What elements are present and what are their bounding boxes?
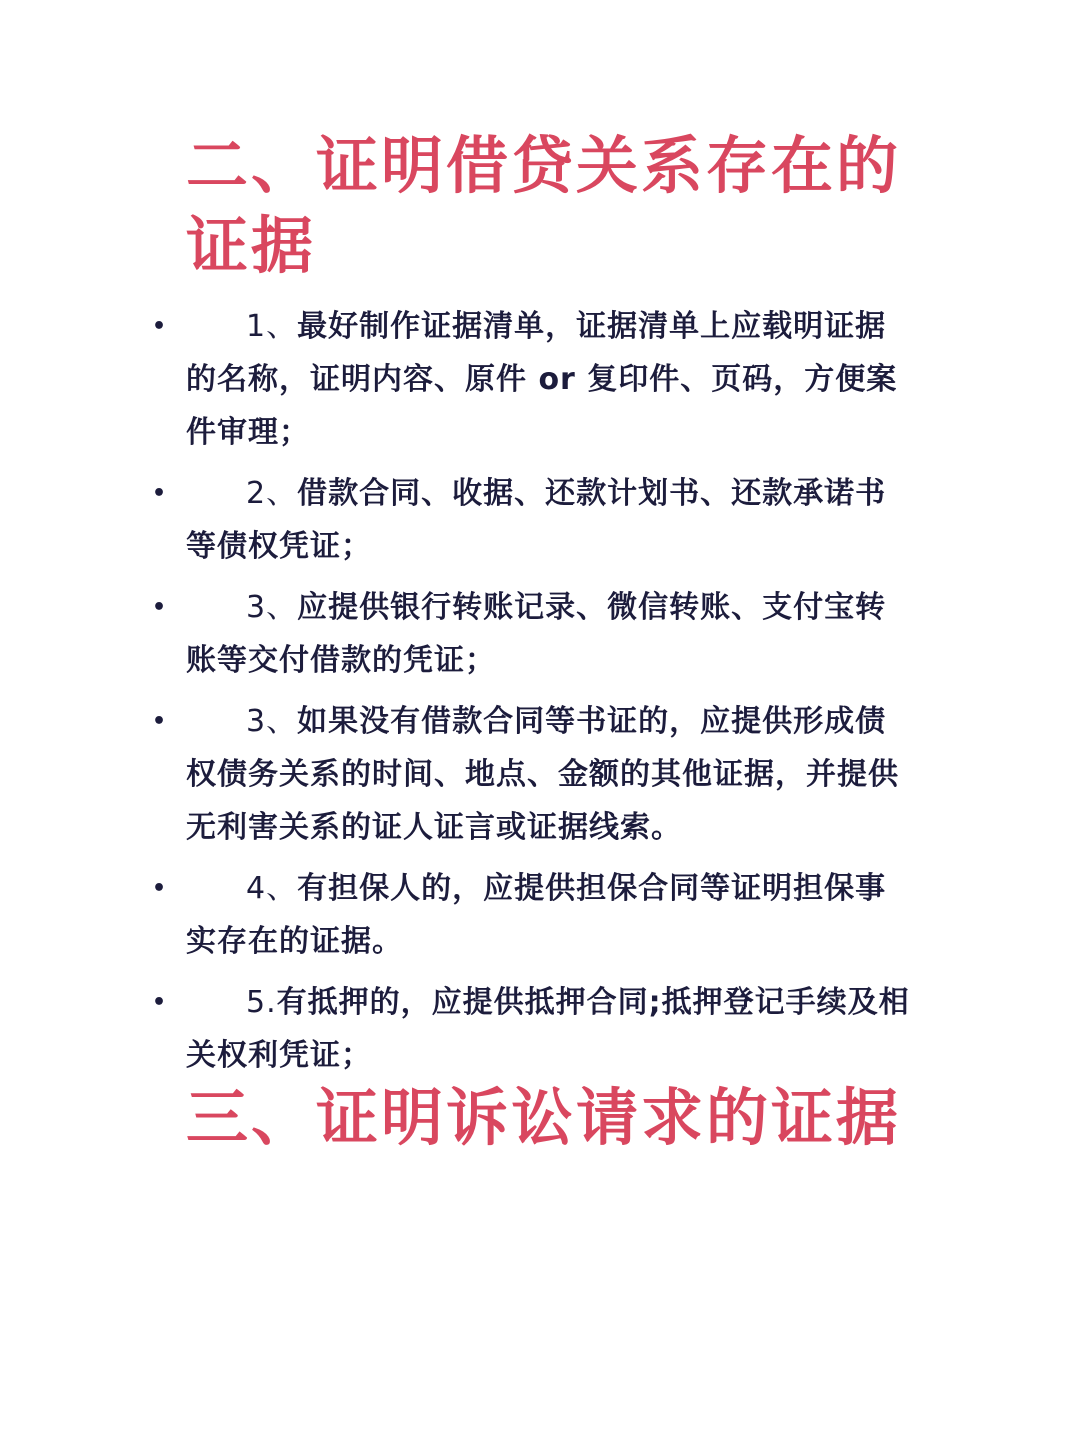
- bullet-icon: •: [152, 314, 168, 339]
- bullet-icon: •: [152, 481, 168, 506]
- list-item: [150, 862, 910, 968]
- evidence-list: [150, 300, 910, 1090]
- list-item: [150, 976, 910, 1082]
- item-text: 如果没有借款合同等书证的，应提供形成债权债务关系的时间、地点、金额的其他证据，并提供无利害关系的证人证言或证据线索。: [186, 704, 899, 845]
- item-text: 有担保人的，应提供担保合同等证明担保事实存在的证据。: [186, 871, 887, 959]
- item-number: 5.: [246, 985, 277, 1020]
- section-3-heading: 三、证明诉讼请求的证据: [186, 1081, 902, 1154]
- list-item: [150, 581, 910, 687]
- bullet-icon: •: [152, 990, 168, 1015]
- list-item: [150, 300, 910, 459]
- item-number: 1、: [246, 309, 298, 344]
- bullet-icon: •: [152, 595, 168, 620]
- item-text: 最好制作证据清单，证据清单上应载明证据的名称，证明内容、原件 or 复印件、页码，方便案件审理；: [186, 309, 898, 450]
- item-text: 有抵押的，应提供抵押合同;抵押登记手续及相关权利凭证；: [186, 985, 910, 1073]
- section-2-heading: 二、证明借贷关系存在的证据: [186, 129, 902, 282]
- list-item: [150, 695, 910, 854]
- item-number: 3、: [246, 704, 298, 739]
- item-text: 借款合同、收据、还款计划书、还款承诺书等债权凭证；: [186, 476, 887, 564]
- item-number: 4、: [246, 871, 298, 906]
- bullet-icon: •: [152, 876, 168, 901]
- list-item: [150, 467, 910, 573]
- item-number: 3、: [246, 590, 298, 625]
- bullet-icon: •: [152, 709, 168, 734]
- item-text: 应提供银行转账记录、微信转账、支付宝转账等交付借款的凭证；: [186, 590, 887, 678]
- item-number: 2、: [246, 476, 298, 511]
